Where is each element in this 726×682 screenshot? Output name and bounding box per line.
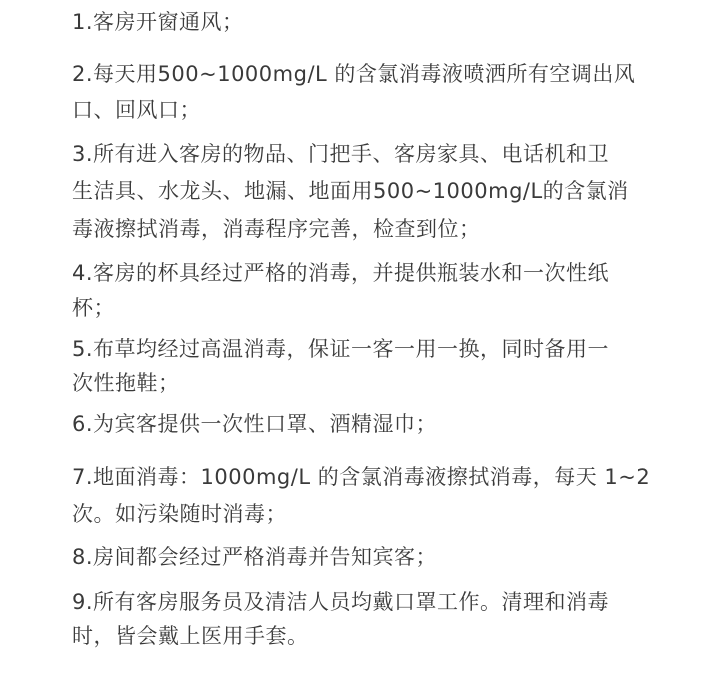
item-2-line-2: 口、回风口； xyxy=(72,98,201,122)
item-3-line-1: 3.所有进入客房的物品、门把手、客房家具、电话机和卫 xyxy=(72,142,610,166)
item-3-line-2: 生洁具、水龙头、地漏、地面用500~1000mg/L的含氯消 xyxy=(72,179,629,203)
item-8-line-1: 8.房间都会经过严格消毒并告知宾客； xyxy=(72,545,438,569)
item-2-line-1: 2.每天用500~1000mg/L 的含氯消毒液喷洒所有空调出风 xyxy=(72,62,636,86)
item-6-line-1: 6.为宾客提供一次性口罩、酒精湿巾； xyxy=(72,412,438,436)
item-9-line-2: 时，皆会戴上医用手套。 xyxy=(72,624,309,648)
item-7-line-2: 次。如污染随时消毒； xyxy=(72,502,287,526)
item-4-line-2: 杯； xyxy=(72,296,115,320)
item-5-line-1: 5.布草均经过高温消毒，保证一客一用一换，同时备用一 xyxy=(72,337,610,361)
item-5-line-2: 次性拖鞋； xyxy=(72,371,180,395)
item-1-line-1: 1.客房开窗通风； xyxy=(72,10,244,34)
item-7-line-1: 7.地面消毒：1000mg/L 的含氯消毒液擦拭消毒，每天 1~2 xyxy=(72,465,651,489)
item-9-line-1: 9.所有客房服务员及清洁人员均戴口罩工作。清理和消毒 xyxy=(72,590,610,614)
item-3-line-3: 毒液擦拭消毒，消毒程序完善，检查到位； xyxy=(72,217,481,241)
item-4-line-1: 4.客房的杯具经过严格的消毒，并提供瓶装水和一次性纸 xyxy=(72,261,610,285)
